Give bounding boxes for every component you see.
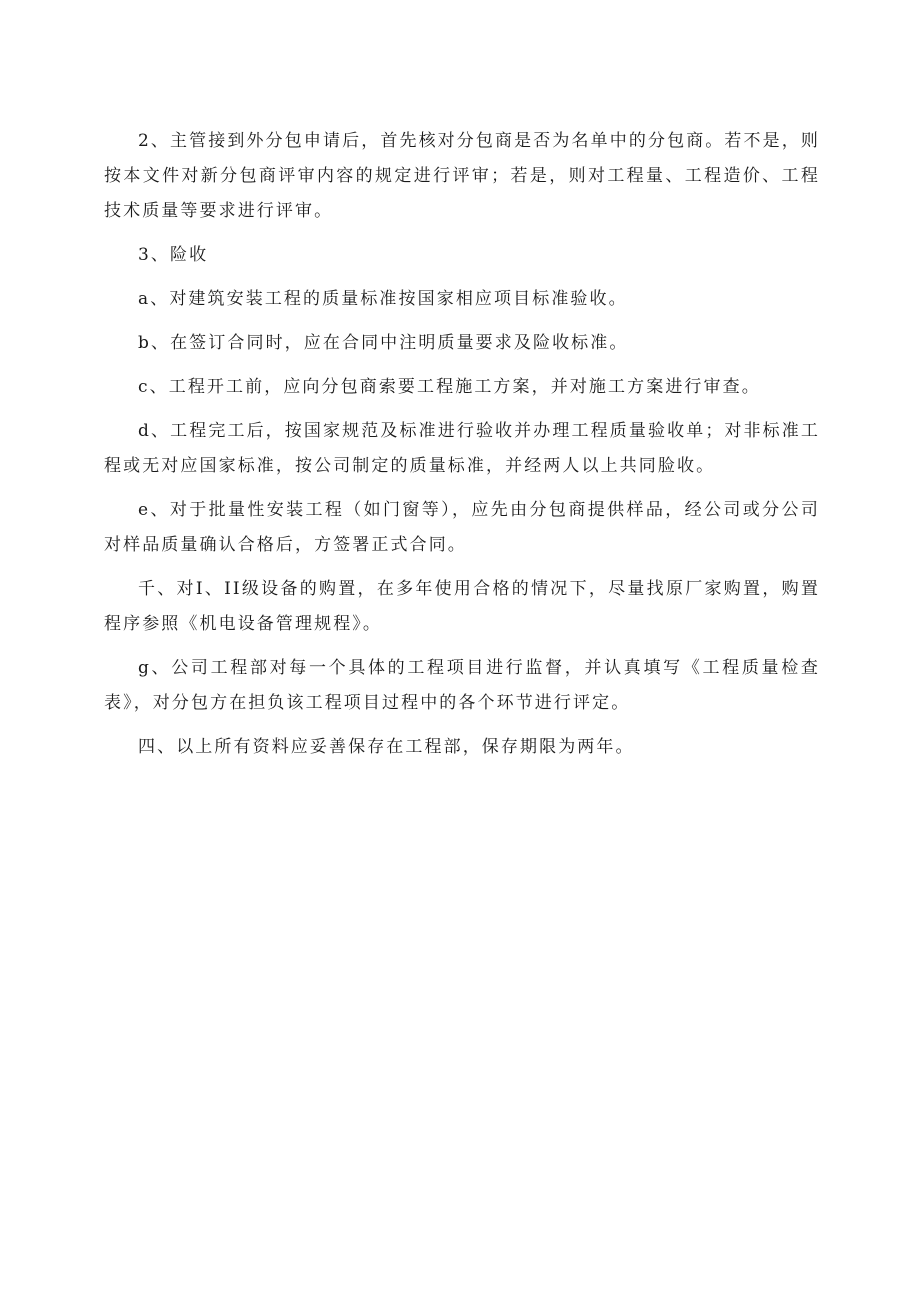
paragraph-item-a: a、对建筑安装工程的质量标准按国家相应项目标准验收。 [138,289,628,309]
paragraph-item-f: 千、对I、II级设备的购置，在多年使用合格的情况下，尽量找原厂家购置，购置程序参照《机电设备管理规程》。 [104,579,820,634]
paragraph-item-e: e、对于批量性安装工程（如门窗等），应先由分包商提供样品，经公司或分公司对样品质量确认合格后，方签署正式合同。 [104,500,820,555]
paragraph-item-d: d、工程完工后，按国家规范及标准进行验收并办理工程质量验收单；对非标准工程或无对应国家标准，按公司制定的质量标准，并经两人以上共同脸收。 [104,421,820,476]
paragraph-acceptance-heading: 3、险收 [138,245,209,265]
paragraph-item-g: g、公司工程部对每一个具体的工程项目进行监督，并认真填写《工程质量检查表》，对分包方在担负该工程项目过程中的各个环节进行评定。 [104,658,820,713]
paragraph-item-b: b、在签订合同时，应在合同中注明质量要求及险收标准。 [138,333,629,353]
document-body [104,124,820,774]
paragraph-item-c: c、工程开工前，应向分包商索要工程施工方案，并对施工方案进行审查。 [138,377,761,397]
paragraph-subcontract-review: 2、主管接到外分包申请后，首先核对分包商是否为名单中的分包商。若不是，则按本文件对新分包商评审内容的规定进行评审；若是，则对工程量、工程造价、工程技术质量等要求进行评审。 [104,131,820,221]
paragraph-records-retention: 四、以上所有资料应妥善保存在工程部，保存期限为两年。 [138,737,635,757]
